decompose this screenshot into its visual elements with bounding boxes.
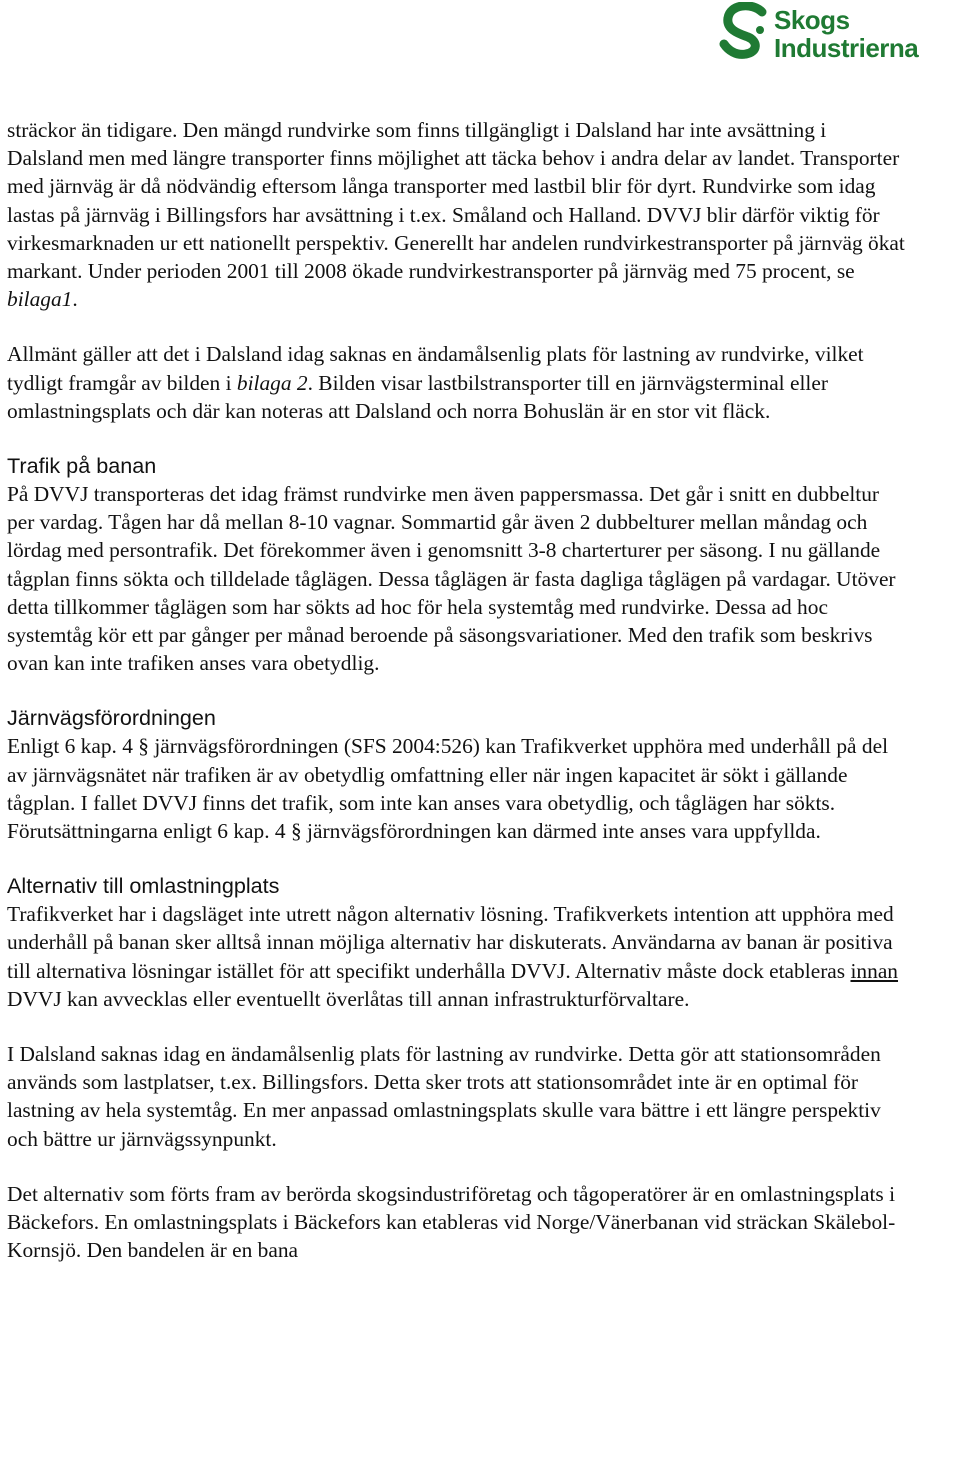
heading-alternativ-omlastningplats: Alternativ till omlastningplats	[7, 873, 280, 899]
paragraph-text: Trafikverket har i dagsläget inte utrett någon alternativ lösning. Trafikverkets intention att upphöra med underhåll på banan sker alltså innan möjliga alternativ har diskuterats. Användarna av banan är positiva till alternativa lösningar istället för att specifikt underhålla DVVJ. Alternativ måste dock etableras	[7, 902, 894, 983]
paragraph-rundvirke-transport	[7, 116, 907, 313]
paragraph-text-cont: DVVJ kan avvecklas eller eventuellt överlåtas till annan infrastrukturförvaltare.	[7, 986, 690, 1011]
paragraph-trafik: På DVVJ transporteras det idag främst rundvirke men även pappersmassa. Det går i snitt en dubbeltur per vardag. Tågen har då mellan 8-10 vagnar. Sommartid går även 2 dubbelturer mellan måndag och lördag med persontrafik. Det förekommer även i genomsnitt 3-8 charterturer per säsong. I nu gällande tågplan finns sökta och tilldelade tåglägen. Dessa tåglägen är fasta dagliga tåglägen på vardagar. Utöver detta tillkommer tåglägen som har sökts ad hoc för hela systemtåg med rundvirke. Dessa ad hoc systemtåg kör ett par gånger per månad beroende på säsongsvariationer. Med den trafik som beskrivs ovan kan inte trafiken anses vara obetydlig.	[7, 482, 896, 676]
paragraph-end: .	[72, 287, 78, 312]
paragraph-backefors: Det alternativ som förts fram av berörda skogsindustriföretag och tågoperatörer är en omlastningsplats i Bäckefors. En omlastningsplats i Bäckefors kan etableras vid Norge/Vänerbanan vid sträckan Skälebol-Kornsjö. Den bandelen är en bana	[7, 1181, 896, 1263]
document-body	[7, 116, 907, 1292]
heading-trafik-pa-banan: Trafik på banan	[7, 453, 157, 479]
logo-line-1: Skogs	[774, 5, 850, 35]
underlined-innan: innan	[850, 958, 899, 983]
logo-s-icon	[718, 2, 770, 68]
bilaga2-reference: bilaga 2	[236, 370, 308, 395]
heading-jarnvagsforordningen: Järnvägsförordningen	[7, 705, 216, 731]
bilaga1-reference: bilaga1	[7, 287, 73, 312]
paragraph-forordning: Enligt 6 kap. 4 § järnvägsförordningen (SFS 2004:526) kan Trafikverket upphöra med underhåll på del av järnvägsnätet när trafiken är av obetydlig omfattning eller när ingen kapacitet är sökt i gällande tågplan. I fallet DVVJ finns det trafik, som inte kan anses vara obetydlig, och tåglägen har sökts. Förutsättningarna enligt 6 kap. 4 § järnvägsförordningen kan därmed inte anses vara uppfyllda.	[7, 734, 889, 844]
skogsindustrierna-logo	[718, 2, 958, 68]
paragraph-text-cont: . Bilden visar lastbilstransporter till en järnvägsterminal eller omlastningsplats och där kan noteras att Dalsland och norra Bohuslän är en stor vit fläck.	[7, 370, 828, 423]
paragraph-stationsomraden: I Dalsland saknas idag en ändamålsenlig plats för lastning av rundvirke. Detta gör att stationsområden används som lastplatser, t.ex. Billingsfors. Detta sker trots att stationsområdet inte är en optimal för lastning av hela systemtåg. En mer anpassad omlastningsplats skulle vara bättre i ett längre perspektiv och bättre ur järnvägssynpunkt.	[7, 1042, 881, 1151]
logo-line-2: Industrierna	[774, 33, 919, 63]
paragraph-text: sträckor än tidigare. Den mängd rundvirke som finns tillgängligt i Dalsland har inte avsättning i Dalsland men med längre transporter finns möjlighet att täcka behov i andra delar av landet. Transporter med järnväg är då nödvändig eftersom långa transporter med lastbil blir för dyrt. Rundvirke som idag lastas på järnväg i Billingsfors har avsättning i t.ex. Småland och Halland. DVVJ blir därför viktig för virkesmarknaden ur ett nationellt perspektiv. Generellt har andelen rundvirkestransporter på järnväg ökat markant. Under perioden 2001 till 2008 ökade rundvirkestransporter på järnväg med 75 procent, se	[7, 118, 905, 284]
paragraph-alternativ	[7, 900, 907, 1013]
paragraph-text: Allmänt gäller att det i Dalsland idag saknas en ändamålsenlig plats för lastning av rundvirke, vilket tydligt framgår av bilden i	[7, 342, 864, 395]
paragraph-dalsland-lastplats	[7, 340, 907, 425]
logo-wordmark	[774, 6, 918, 62]
